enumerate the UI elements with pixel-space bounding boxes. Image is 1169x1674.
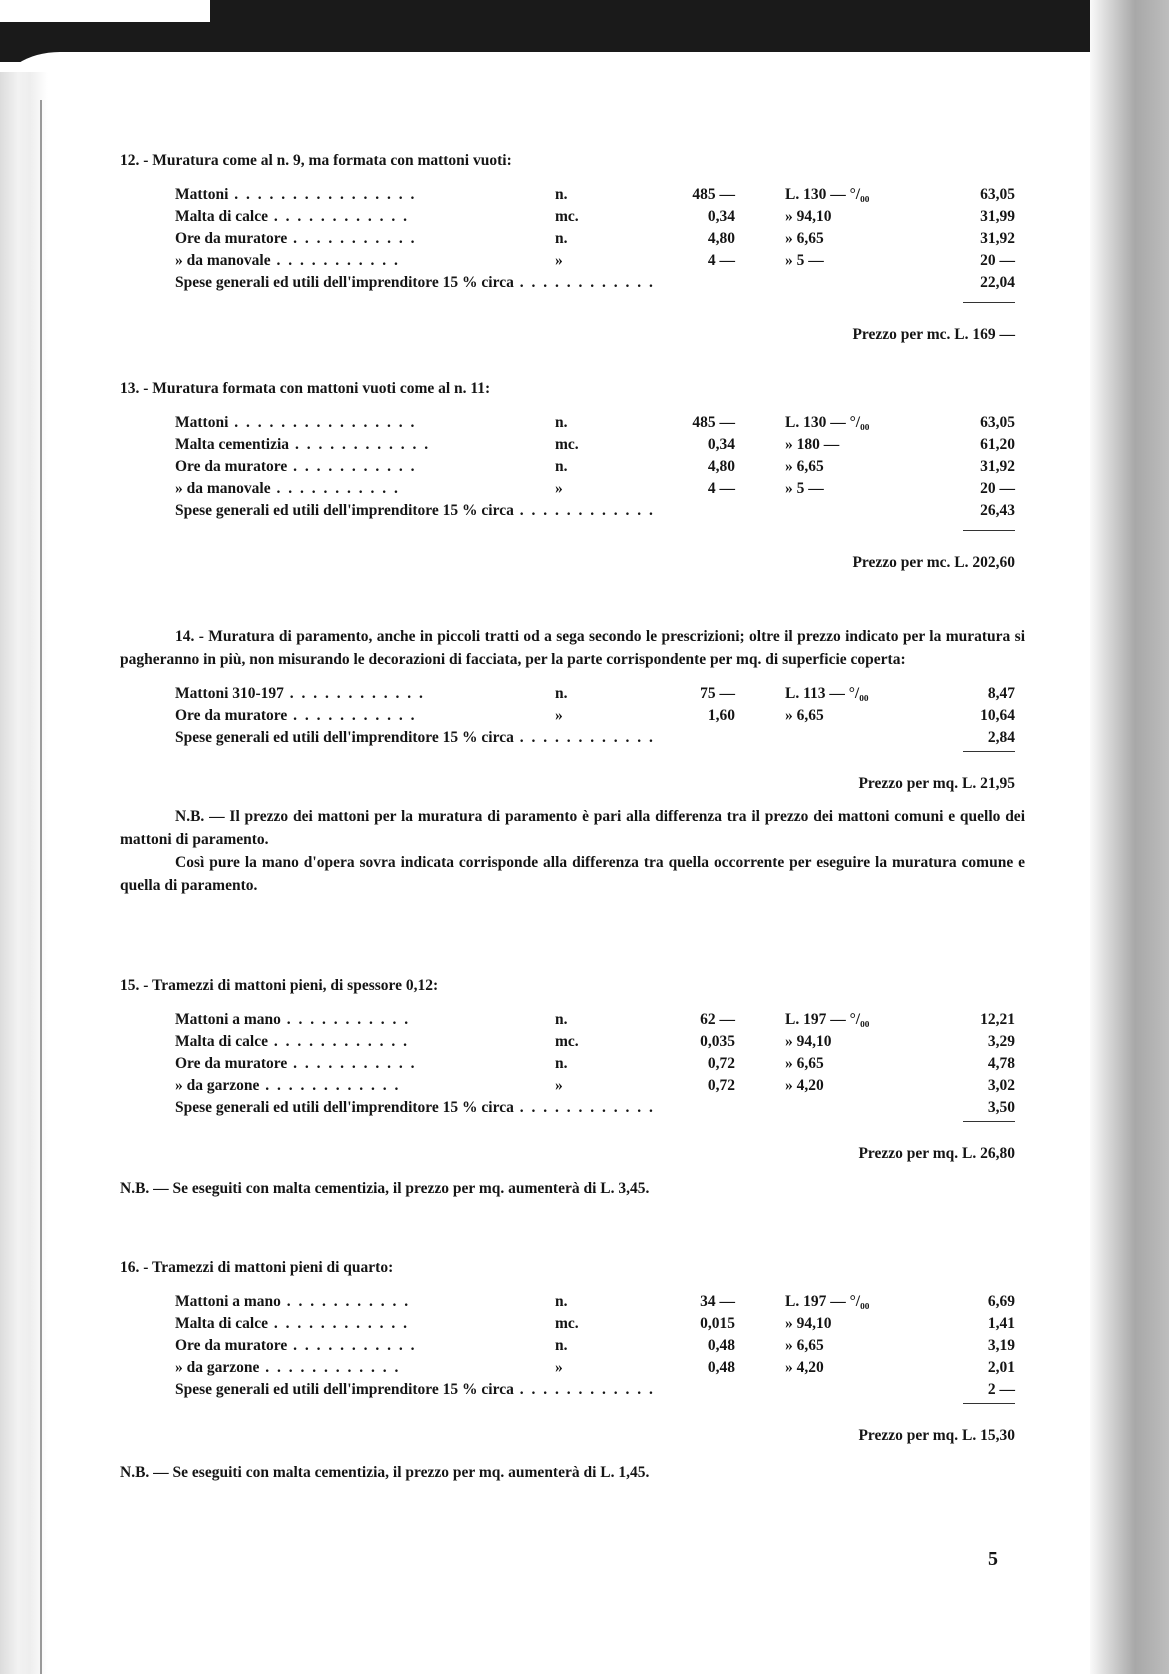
item-label: Ore da muratore — [175, 1337, 288, 1354]
sum-rule — [963, 1403, 1015, 1404]
item-total: 31,92 — [980, 230, 1015, 247]
item-unit: mc. — [555, 1315, 579, 1332]
item-unit: n. — [555, 1055, 568, 1072]
leader-dots: . . . . . . . . . . . — [287, 707, 417, 724]
scan-border-gap — [0, 0, 210, 22]
item-row — [120, 250, 1025, 272]
section-heading: 16. - Tramezzi di mattoni pieni di quarto: — [120, 1259, 394, 1276]
summary-text: Prezzo per mq. L. 26,80 — [858, 1145, 1015, 1162]
item-total: 63,05 — [980, 414, 1015, 431]
note-text: N.B. — Se eseguiti con malta cementizia, il prezzo per mq. aumenterà di L. 3,45. — [120, 1180, 650, 1197]
item-total: 20 — — [980, 252, 1015, 269]
item-unit: n. — [555, 458, 568, 475]
overhead-total: 2 — — [987, 1381, 1015, 1398]
item-row — [120, 705, 1025, 727]
item-unit: n. — [555, 230, 568, 247]
item-price: » 94,10 — [785, 1315, 832, 1332]
item-label: Malta di calce — [175, 1315, 268, 1332]
leader-dots: . . . . . . . . . . . . — [259, 1359, 401, 1376]
leader-dots: . . . . . . . . . . . . — [259, 1077, 401, 1094]
overhead-label: Spese generali ed utili dell'imprenditore 15 % circa — [175, 1099, 514, 1116]
leader-dots: . . . . . . . . . . . . — [267, 1315, 409, 1332]
leader-dots: . . . . . . . . . . . . — [513, 502, 655, 519]
item-qty: 4,80 — [707, 230, 735, 247]
item-label: Mattoni — [175, 186, 229, 203]
item-qty: 0,72 — [707, 1055, 735, 1072]
item-label: Malta di calce — [175, 1033, 268, 1050]
item-price: » 6,65 — [785, 458, 824, 475]
overhead-total: 2,84 — [987, 729, 1015, 746]
item-price: » 5 — — [785, 252, 824, 269]
item-label: Ore da muratore — [175, 1055, 288, 1072]
item-qty: 0,48 — [707, 1359, 735, 1376]
item-unit: n. — [555, 685, 568, 702]
section-heading: 14. - Muratura di paramento, anche in piccoli tratti od a sega secondo le prescrizioni; oltre il prezzo indicato per la muratura si pagheranno in più, non misurando le decorazioni di facciata, per la parte corrispondente per mq. di superficie coperta: — [120, 628, 1025, 668]
overhead-label: Spese generali ed utili dell'imprenditore 15 % circa — [175, 274, 514, 291]
leader-dots: . . . . . . . . . . . — [287, 458, 417, 475]
item-row — [120, 412, 1025, 434]
item-row — [120, 228, 1025, 250]
section-12 — [120, 150, 1025, 346]
item-total: 6,69 — [987, 1293, 1015, 1310]
item-qty: 0,035 — [700, 1033, 735, 1050]
item-row — [120, 206, 1025, 228]
leader-dots: . . . . . . . . . . . . — [513, 274, 655, 291]
price-summary — [120, 773, 1025, 795]
item-price: » 6,65 — [785, 1337, 824, 1354]
section-15 — [120, 975, 1025, 1200]
item-qty: 0,34 — [707, 436, 735, 453]
price-summary — [120, 324, 1025, 346]
item-row — [120, 184, 1025, 206]
page-number: 5 — [988, 1548, 998, 1570]
item-price: » 6,65 — [785, 707, 824, 724]
item-row — [120, 1291, 1025, 1313]
leader-dots: . . . . . . . . . . . — [270, 480, 400, 497]
item-total: 10,64 — [980, 707, 1015, 724]
leader-dots: . . . . . . . . . . . — [287, 1337, 417, 1354]
item-label: Ore da muratore — [175, 458, 288, 475]
sum-rule — [963, 1121, 1015, 1122]
item-total: 63,05 — [980, 186, 1015, 203]
item-row — [120, 434, 1025, 456]
item-label: Mattoni 310-197 — [175, 685, 284, 702]
item-unit: » — [555, 1077, 563, 1094]
item-unit: mc. — [555, 1033, 579, 1050]
item-label: » da manovale — [175, 480, 271, 497]
section-heading: 13. - Muratura formata con mattoni vuoti come al n. 11: — [120, 380, 491, 397]
item-qty: 0,48 — [707, 1337, 735, 1354]
leader-dots: . . . . . . . . . . . . . . . . — [228, 414, 417, 431]
item-qty: 0,72 — [707, 1077, 735, 1094]
section-heading: 12. - Muratura come al n. 9, ma formata con mattoni vuoti: — [120, 152, 512, 169]
item-price: » 4,20 — [785, 1359, 824, 1376]
item-total: 61,20 — [980, 436, 1015, 453]
leader-dots: . . . . . . . . . . . — [280, 1293, 411, 1310]
item-label: » da manovale — [175, 252, 271, 269]
leader-dots: . . . . . . . . . . . . — [283, 685, 425, 702]
item-price: » 5 — — [785, 480, 824, 497]
item-qty: 0,34 — [707, 208, 735, 225]
overhead-label: Spese generali ed utili dell'imprenditore 15 % circa — [175, 1381, 514, 1398]
item-qty: 4 — — [707, 480, 735, 497]
item-price: » 180 — — [785, 436, 840, 453]
leader-dots: . . . . . . . . . . . . — [513, 1381, 655, 1398]
sum-rule — [963, 530, 1015, 531]
item-total: 2,01 — [987, 1359, 1015, 1376]
overhead-label: Spese generali ed utili dell'imprenditore 15 % circa — [175, 502, 514, 519]
item-total: 31,92 — [980, 458, 1015, 475]
note-text: Così pure la mano d'opera sovra indicata corrisponde alla differenza tra quella occorrente per eseguire la muratura comune e quella di paramento. — [120, 854, 1025, 894]
item-price: L. 197 — °/₀₀ — [785, 1293, 870, 1310]
item-total: 8,47 — [987, 685, 1015, 702]
item-unit: » — [555, 707, 563, 724]
item-total: 1,41 — [987, 1315, 1015, 1332]
item-row — [120, 1313, 1025, 1335]
leader-dots: . . . . . . . . . . . . — [289, 436, 431, 453]
note-text: N.B. — Il prezzo dei mattoni per la muratura di paramento è pari alla differenza tra il prezzo dei mattoni comuni e quello dei mattoni di paramento. — [120, 808, 1025, 848]
item-row — [120, 456, 1025, 478]
item-total: 4,78 — [987, 1055, 1015, 1072]
item-qty: 34 — — [700, 1293, 735, 1310]
item-qty: 485 — — [692, 186, 735, 203]
scan-border-right — [1090, 0, 1169, 1674]
item-qty: 4,80 — [707, 458, 735, 475]
item-label: » da garzone — [175, 1077, 260, 1094]
item-price: L. 130 — °/₀₀ — [785, 414, 870, 431]
item-label: Malta di calce — [175, 208, 268, 225]
item-qty: 485 — — [692, 414, 735, 431]
item-price: L. 130 — °/₀₀ — [785, 186, 870, 203]
item-qty: 62 — — [700, 1011, 735, 1028]
item-label: Malta cementizia — [175, 436, 290, 453]
item-total: 3,29 — [987, 1033, 1015, 1050]
item-qty: 75 — — [700, 685, 735, 702]
item-total: 3,19 — [987, 1337, 1015, 1354]
item-price: L. 113 — °/₀₀ — [785, 685, 869, 702]
item-price: » 94,10 — [785, 1033, 832, 1050]
leader-dots: . . . . . . . . . . . . — [513, 1099, 655, 1116]
item-label: Ore da muratore — [175, 707, 288, 724]
section-heading: 15. - Tramezzi di mattoni pieni, di spessore 0,12: — [120, 977, 439, 994]
price-summary — [120, 552, 1025, 574]
item-row — [120, 1357, 1025, 1379]
leader-dots: . . . . . . . . . . . — [287, 230, 417, 247]
item-total: 3,02 — [987, 1077, 1015, 1094]
item-label: Ore da muratore — [175, 230, 288, 247]
price-summary — [120, 1143, 1025, 1165]
item-label: » da garzone — [175, 1359, 260, 1376]
overhead-row — [120, 500, 1025, 522]
section-13 — [120, 378, 1025, 574]
leader-dots: . . . . . . . . . . . . . . . . — [228, 186, 417, 203]
item-row — [120, 1009, 1025, 1031]
leader-dots: . . . . . . . . . . . — [280, 1011, 411, 1028]
overhead-row — [120, 272, 1025, 294]
overhead-row — [120, 1097, 1025, 1119]
item-row — [120, 1335, 1025, 1357]
summary-text: Prezzo per mq. L. 21,95 — [858, 775, 1015, 792]
section-14 — [120, 625, 1025, 897]
leader-dots: . . . . . . . . . . . . — [267, 208, 409, 225]
sum-rule — [963, 302, 1015, 303]
leader-dots: . . . . . . . . . . . — [287, 1055, 417, 1072]
item-unit: » — [555, 1359, 563, 1376]
item-qty: 1,60 — [707, 707, 735, 724]
item-label: Mattoni a mano — [175, 1293, 281, 1310]
item-price: » 6,65 — [785, 230, 824, 247]
item-unit: n. — [555, 1293, 568, 1310]
page-top-edge — [0, 52, 1169, 92]
item-qty: 0,015 — [700, 1315, 735, 1332]
overhead-total: 3,50 — [987, 1099, 1015, 1116]
item-total: 20 — — [980, 480, 1015, 497]
item-row — [120, 478, 1025, 500]
item-label: Mattoni a mano — [175, 1011, 281, 1028]
item-unit: n. — [555, 186, 568, 203]
item-unit: » — [555, 252, 563, 269]
summary-text: Prezzo per mc. L. 169 — — [852, 326, 1015, 343]
sum-rule — [963, 751, 1015, 752]
item-row — [120, 1075, 1025, 1097]
item-unit: » — [555, 480, 563, 497]
overhead-row — [120, 1379, 1025, 1401]
item-price: L. 197 — °/₀₀ — [785, 1011, 870, 1028]
overhead-label: Spese generali ed utili dell'imprenditore 15 % circa — [175, 729, 514, 746]
binding-line — [40, 100, 42, 1674]
item-unit: n. — [555, 414, 568, 431]
item-row — [120, 1053, 1025, 1075]
section-16 — [120, 1257, 1025, 1484]
note-text: N.B. — Se eseguiti con malta cementizia, il prezzo per mq. aumenterà di L. 1,45. — [120, 1464, 650, 1481]
item-price: » 4,20 — [785, 1077, 824, 1094]
item-price: » 94,10 — [785, 208, 832, 225]
item-unit: n. — [555, 1337, 568, 1354]
item-row — [120, 1031, 1025, 1053]
leader-dots: . . . . . . . . . . . . — [267, 1033, 409, 1050]
item-qty: 4 — — [707, 252, 735, 269]
summary-text: Prezzo per mc. L. 202,60 — [852, 554, 1015, 571]
overhead-total: 22,04 — [980, 274, 1015, 291]
item-unit: mc. — [555, 436, 579, 453]
item-row — [120, 683, 1025, 705]
price-summary — [120, 1425, 1025, 1447]
item-label: Mattoni — [175, 414, 229, 431]
leader-dots: . . . . . . . . . . . — [270, 252, 400, 269]
overhead-total: 26,43 — [980, 502, 1015, 519]
item-total: 12,21 — [980, 1011, 1015, 1028]
summary-text: Prezzo per mq. L. 15,30 — [858, 1427, 1015, 1444]
item-unit: mc. — [555, 208, 579, 225]
item-unit: n. — [555, 1011, 568, 1028]
leader-dots: . . . . . . . . . . . . — [513, 729, 655, 746]
overhead-row — [120, 727, 1025, 749]
item-total: 31,99 — [980, 208, 1015, 225]
item-price: » 6,65 — [785, 1055, 824, 1072]
